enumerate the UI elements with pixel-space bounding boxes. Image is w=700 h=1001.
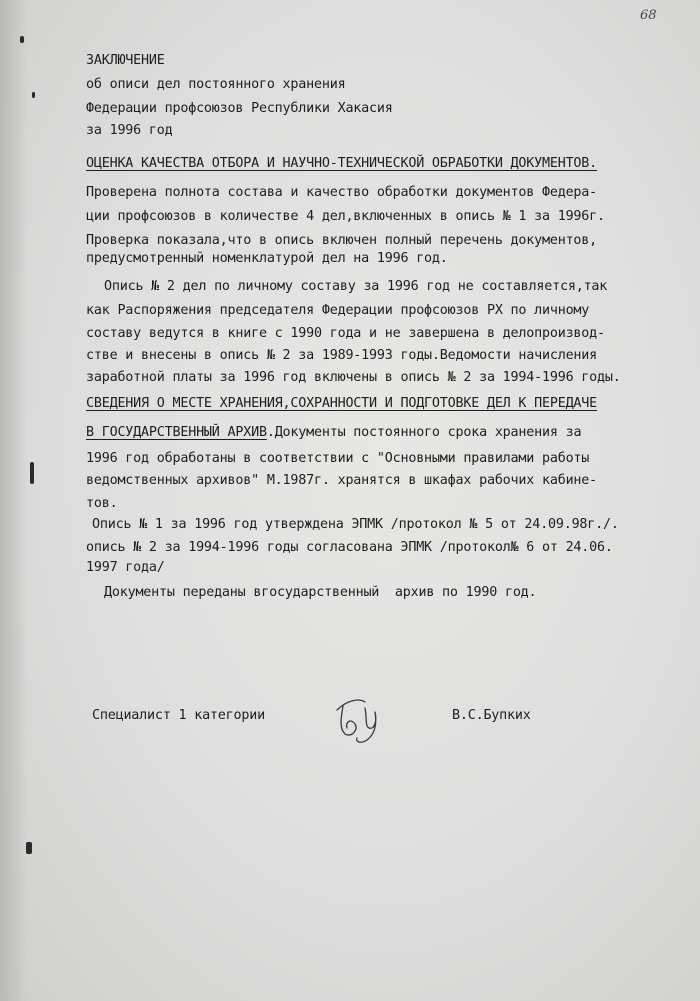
body-text-line: Проверка показала,что в опись включен полный перечень документов, bbox=[86, 233, 598, 248]
section-heading-continuation: В ГОСУДАРСТВЕННЫЙ АРХИВ bbox=[86, 425, 267, 440]
binder-mark bbox=[20, 36, 24, 43]
body-text-line: Проверена полнота состава и качество обработки документов Федера- bbox=[86, 185, 598, 200]
body-text-line: тов. bbox=[86, 496, 118, 511]
binder-mark bbox=[26, 842, 32, 854]
document-subtitle: об описи дел постоянного хранения bbox=[86, 77, 346, 92]
body-text-line: стве и внесены в опись № 2 за 1989-1993 годы.Ведомости начисления bbox=[86, 348, 598, 363]
body-text-line: заработной платы за 1996 год включены в опись № 2 за 1994-1996 годы. bbox=[86, 370, 621, 385]
body-text-line: ведомственных архивов" М.1987г. хранятся в шкафах рабочих кабине- bbox=[86, 473, 598, 488]
body-text-line: предусмотренный номенклатурой дел на 1996 год. bbox=[86, 251, 448, 266]
signer-name: В.С.Бупких bbox=[452, 708, 531, 723]
signer-position: Специалист 1 категории bbox=[92, 708, 265, 723]
document-subtitle: Федерации профсоюзов Республики Хакасия bbox=[86, 101, 393, 116]
body-text-line: составу ведутся в книге с 1990 года и не завершена в делопроизвод- bbox=[86, 326, 605, 341]
body-text-line: 1996 год обработаны в соответствии с "Основными правилами работы bbox=[86, 451, 590, 466]
section-heading: СВЕДЕНИЯ О МЕСТЕ ХРАНЕНИЯ,СОХРАННОСТИ И ПОДГОТОВКЕ ДЕЛ К ПЕРЕДАЧЕ bbox=[86, 396, 598, 411]
body-text-line: Опись № 1 за 1996 год утверждена ЭПМК /протокол № 5 от 24.09.98г./. bbox=[92, 517, 619, 532]
page-number: 68 bbox=[640, 8, 657, 23]
binder-mark bbox=[30, 462, 34, 484]
body-text-line: 1997 года/ bbox=[86, 560, 165, 575]
document-title: ЗАКЛЮЧЕНИЕ bbox=[86, 53, 165, 68]
body-text-line: ции профсоюзов в количестве 4 дел,включенных в опись № 1 за 1996г. bbox=[86, 209, 605, 224]
binder-mark bbox=[32, 92, 35, 98]
binding-shadow bbox=[0, 0, 28, 1001]
body-text-line: Опись № 2 дел по личному составу за 1996 год не составляется,так bbox=[104, 279, 608, 294]
document-subtitle: за 1996 год bbox=[86, 123, 173, 138]
section-heading-line bbox=[86, 426, 581, 439]
body-text-line: Документы переданы вгосударственный архив по 1990 год. bbox=[104, 585, 537, 600]
body-text-line: опись № 2 за 1994-1996 годы согласована ЭПМК /протокол№ 6 от 24.06. bbox=[86, 540, 613, 555]
handwritten-signature bbox=[325, 690, 395, 746]
body-text-line: как Распоряжения председателя Федерации профсоюзов РХ по личному bbox=[86, 303, 590, 318]
section-heading: ОЦЕНКА КАЧЕСТВА ОТБОРА И НАУЧНО-ТЕХНИЧЕСКОЙ ОБРАБОТКИ ДОКУМЕНТОВ. bbox=[86, 156, 598, 171]
body-text-fragment: .Документы постоянного срока хранения за bbox=[266, 425, 582, 440]
